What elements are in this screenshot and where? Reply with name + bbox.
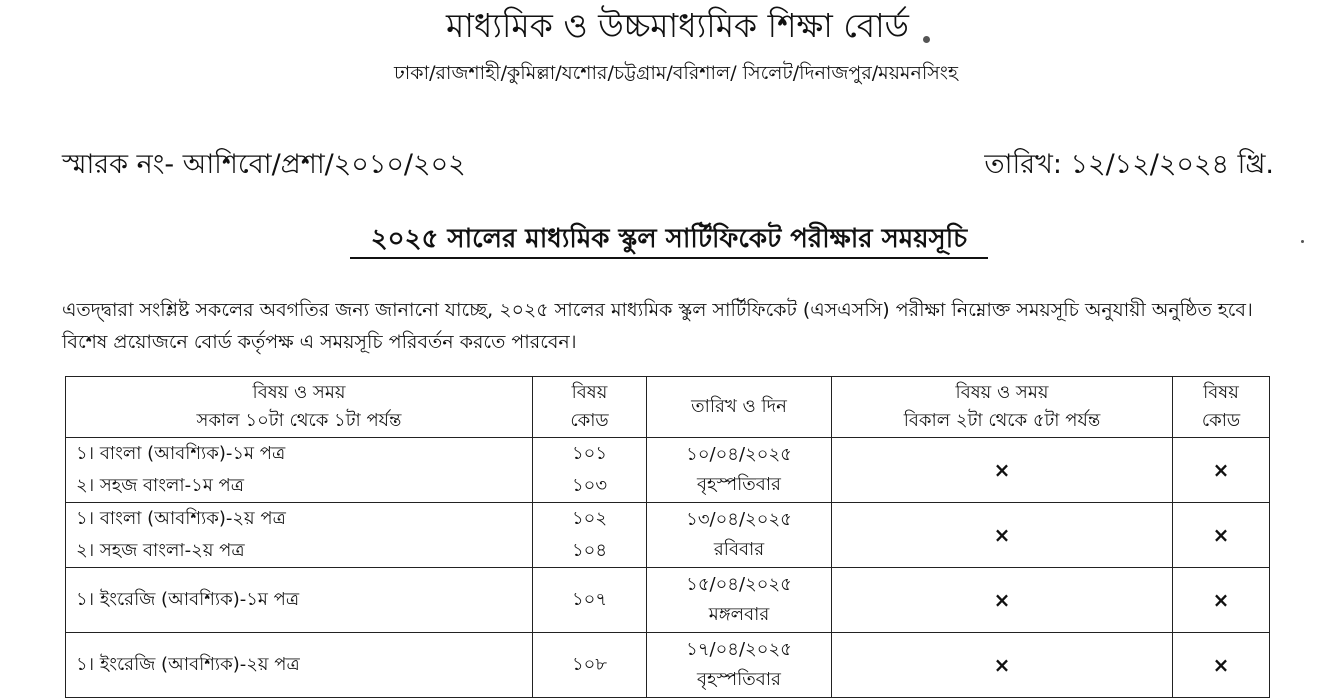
- subject-code: ১০১: [571, 443, 608, 464]
- subject-code: ১০২: [571, 508, 608, 529]
- afternoon-code-cell: [1173, 568, 1270, 633]
- exam-date: ১৫/০৪/২০২৫: [686, 574, 792, 595]
- subject-name: ২। সহজ বাংলা-২য় পত্র: [76, 540, 245, 561]
- code-cell: [533, 633, 647, 698]
- not-applicable-mark: ×: [993, 653, 1011, 677]
- subject-name: ১। ইংরেজি (আবশ্যিক)-২য় পত্র: [76, 654, 300, 675]
- exam-schedule-table: [65, 376, 1270, 698]
- notice-intro: এতদ্দ্বারা সংশ্লিষ্ট সকলের অবগতির জন্য জানানো যাচ্ছে, ২০২৫ সালের মাধ্যমিক স্কুল সার্টিফিকেট (এসএসসি) পরীক্ষা নিম্নোক্ত সময়সূচি অনুযায়ী অনুষ্ঠিত হবে। বিশেষ প্রয়োজনে বোর্ড কর্তৃপক্ষ এ সময়সূচি পরিবর্তন করতে পারবেন।: [62, 299, 1253, 353]
- subject-code: ১০৮: [571, 654, 608, 675]
- memo-date: তারিখ: ১২/১২/২০২৪ খ্রি.: [984, 149, 1274, 180]
- subject-cell: [66, 633, 533, 698]
- not-applicable-mark: ×: [1212, 653, 1230, 677]
- table-row: [66, 438, 1270, 503]
- header-line: বিষয়: [1203, 382, 1239, 403]
- not-applicable-mark: ×: [1212, 588, 1230, 612]
- header-line: বিষয়: [571, 382, 608, 403]
- code-cell: [533, 568, 647, 633]
- not-applicable-mark: ×: [993, 523, 1011, 547]
- date-cell: [647, 438, 832, 503]
- table-header-row: [66, 377, 1270, 438]
- afternoon-subject-cell: [832, 438, 1173, 503]
- subject-cell: [66, 503, 533, 568]
- afternoon-subject-cell: [832, 568, 1173, 633]
- table-row: [66, 568, 1270, 633]
- subject-code: ১০৪: [571, 540, 608, 561]
- header-afternoon-code: [1173, 377, 1270, 438]
- subject-cell: [66, 568, 533, 633]
- header-date-day: তারিখ ও দিন: [647, 377, 832, 438]
- header-morning-code: [533, 377, 647, 438]
- subject-code: ১০৩: [571, 475, 608, 496]
- not-applicable-mark: ×: [993, 458, 1011, 482]
- header-line: কোড: [570, 410, 609, 431]
- date-cell: [647, 568, 832, 633]
- afternoon-code-cell: [1173, 438, 1270, 503]
- date-cell: [647, 633, 832, 698]
- exam-date: ১০/০৪/২০২৫: [686, 444, 792, 465]
- not-applicable-mark: ×: [993, 588, 1011, 612]
- afternoon-subject-cell: [832, 503, 1173, 568]
- scan-dot: [923, 36, 930, 43]
- subject-name: ১। বাংলা (আবশ্যিক)-১ম পত্র: [76, 443, 286, 464]
- afternoon-subject-cell: [832, 633, 1173, 698]
- subject-cell: [66, 438, 533, 503]
- notice-title: ২০২৫ সালের মাধ্যমিক স্কুল সার্টিফিকেট পরীক্ষার সময়সূচি: [350, 222, 988, 259]
- header-morning-subject: [66, 377, 533, 438]
- code-cell: [533, 503, 647, 568]
- afternoon-code-cell: [1173, 633, 1270, 698]
- code-cell: [533, 438, 647, 503]
- header-afternoon-subject: [832, 377, 1173, 438]
- table-row: [66, 503, 1270, 568]
- board-title: মাধ্যমিক ও উচ্চমাধ্যমিক শিক্ষা বোর্ড: [446, 6, 909, 45]
- afternoon-code-cell: [1173, 503, 1270, 568]
- subject-name: ২। সহজ বাংলা-১ম পত্র: [76, 475, 244, 496]
- exam-day: বৃহস্পতিবার: [697, 474, 781, 495]
- header-line: বিষয় ও সময়: [252, 382, 346, 403]
- exam-day: রবিবার: [713, 539, 765, 560]
- date-cell: [647, 503, 832, 568]
- not-applicable-mark: ×: [1212, 523, 1230, 547]
- header-line: বিষয় ও সময়: [955, 382, 1049, 403]
- header-line: বিকাল ২টা থেকে ৫টা পর্যন্ত: [903, 410, 1101, 431]
- exam-day: বৃহস্পতিবার: [697, 669, 781, 690]
- header-line: সকাল ১০টা থেকে ১টা পর্যন্ত: [196, 410, 402, 431]
- education-boards-list: ঢাকা/রাজশাহী/কুমিল্লা/যশোর/চট্টগ্রাম/বরিশাল/ সিলেট/দিনাজপুর/ময়মনসিংহ: [394, 62, 958, 84]
- subject-code: ১০৭: [571, 589, 608, 610]
- not-applicable-mark: ×: [1212, 458, 1230, 482]
- subject-name: ১। ইংরেজি (আবশ্যিক)-১ম পত্র: [76, 589, 300, 610]
- exam-date: ১৩/০৪/২০২৫: [686, 509, 792, 530]
- subject-name: ১। বাংলা (আবশ্যিক)-২য় পত্র: [76, 508, 286, 529]
- scan-dot: [1301, 240, 1304, 243]
- header-line: কোড: [1201, 410, 1241, 431]
- memo-reference: স্মারক নং- আশিবো/প্রশা/২০১০/২০২: [62, 149, 466, 180]
- exam-date: ১৭/০৪/২০২৫: [686, 639, 792, 660]
- exam-day: মঙ্গলবার: [708, 604, 770, 625]
- table-row: [66, 633, 1270, 698]
